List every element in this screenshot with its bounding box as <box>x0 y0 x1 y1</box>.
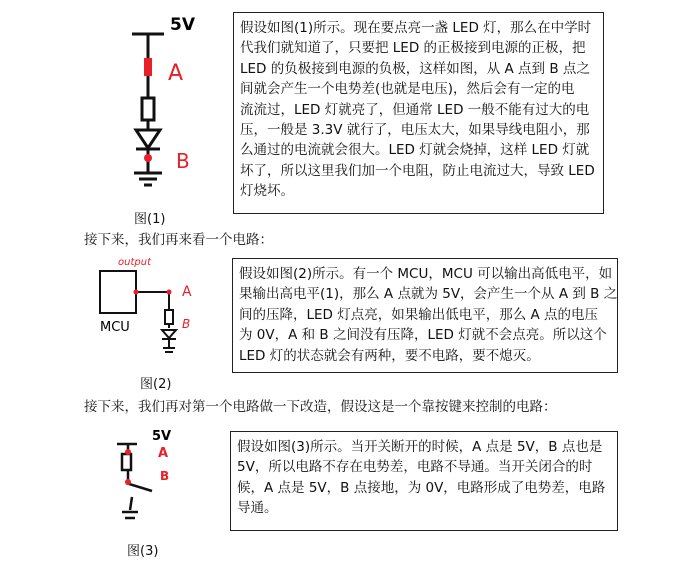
text-line: 流流过，LED 灯就亮了，但通常 LED 一般不能有过大的电 <box>240 101 590 118</box>
text-line: 导通。 <box>237 500 278 517</box>
circuit-diagram-1 <box>120 8 220 208</box>
figure-3-explanation <box>230 431 618 531</box>
text-line: 间就会产生一个电势差(也就是电压)，然后会有一定的电 <box>240 81 575 98</box>
label-a: A <box>168 61 184 86</box>
circuit-diagram-3 <box>100 420 200 530</box>
text-line: 灯烧坏。 <box>240 183 294 200</box>
figure-2-explanation <box>232 258 618 373</box>
lead-paragraph-1: 接下来，我们再来看一个电路： <box>84 232 273 248</box>
label-b: B <box>176 149 190 173</box>
text-line: LED 灯的状态就会有两种，要不电路，要不熄灭。 <box>239 347 540 364</box>
label-a: A <box>182 284 192 300</box>
text-line: 假设如图(2)所示。有一个 MCU，MCU 可以输出高低电平，如 <box>239 266 613 282</box>
text-line: 代我们就知道了，只要把 LED 的正极接到电源的正极，把 <box>240 40 586 57</box>
text-line: 压，一般是 3.3V 就行了，电压太大，如果导线电阻小，那 <box>240 122 590 139</box>
text-line: 5V，所以电路不存在电势差，电路不导通。当开关闭合的时 <box>237 459 593 476</box>
label-5v: 5V <box>152 429 172 444</box>
figure-3-caption: 图(3) <box>127 544 159 559</box>
label-a: A <box>158 446 169 461</box>
text-line: 坏了，所以这里我们加一个电阻，防止电流过大，导致 LED <box>240 162 595 179</box>
text-line: 么通过的电流就会很大。LED 灯就会烧掉，这样 LED 灯就 <box>240 142 590 159</box>
label-5v: 5V <box>170 15 195 35</box>
text-line: 假设如图(1)所示。现在要点亮一盏 LED 灯，那么在中学时 <box>240 20 592 36</box>
text-line: LED 的负极接到电源的负极，这样如图，从 A 点到 B 点之 <box>240 60 590 77</box>
figure-1-explanation <box>233 12 604 214</box>
label-b: B <box>160 469 170 483</box>
circuit-diagram-2 <box>90 250 230 365</box>
text-line: 候，A 点是 5V，B 点接地，为 0V，电路形成了电势差，电路 <box>237 479 606 496</box>
label-output: output <box>118 257 151 268</box>
figure-1-caption: 图(1) <box>134 212 166 227</box>
text-line: 果输出高电平(1)，那么 A 点就为 5V，会产生一个从 A 到 B 之 <box>239 286 618 303</box>
lead-paragraph-2: 接下来，我们再对第一个电路做一下改造，假设这是一个靠按键来控制的电路： <box>84 399 557 415</box>
text-line: 为 0V，A 和 B 之间没有压降，LED 灯就不会点亮。所以这个 <box>239 327 607 344</box>
figure-2-caption: 图(2) <box>140 377 172 392</box>
label-mcu: MCU <box>100 320 130 335</box>
text-line: 假设如图(3)所示。当开关断开的时候，A 点是 5V，B 点也是 <box>237 439 603 455</box>
label-b: B <box>182 317 191 331</box>
text-line: 间的压降，LED 灯点亮，如果输出低电平，那么 A 点的电压 <box>239 306 599 323</box>
